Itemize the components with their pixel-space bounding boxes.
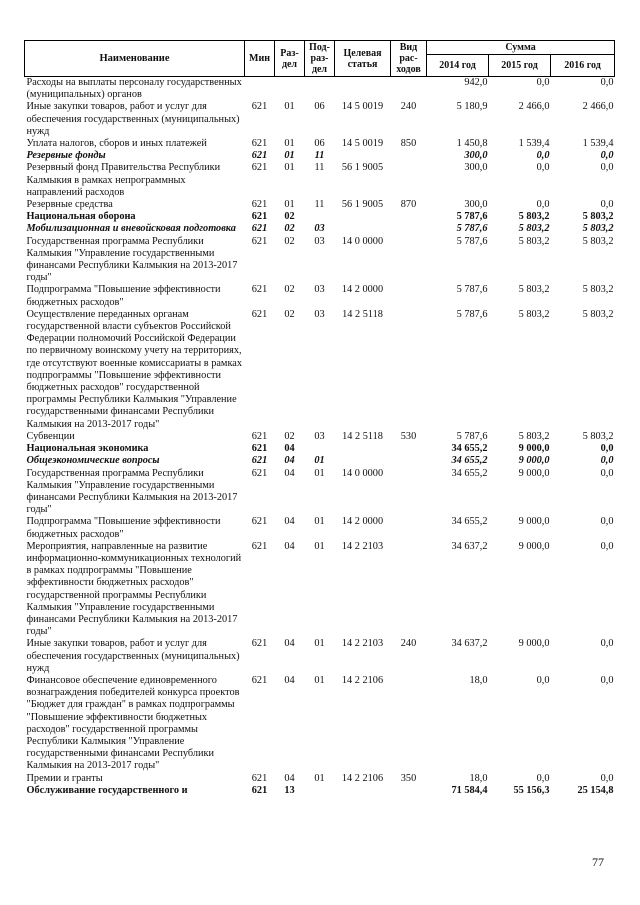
header-min: Мин	[245, 41, 275, 77]
cell-2015: 5 803,2	[518, 211, 550, 223]
table-row	[25, 150, 615, 162]
cell-podrazdel	[305, 443, 335, 455]
header-celevaya-statya: Целевая статья	[335, 41, 391, 77]
cell-razdel	[275, 77, 305, 102]
cell-min: 621	[251, 211, 268, 223]
cell-min: 621	[251, 784, 268, 796]
cell-2016: 1 539,4	[582, 138, 614, 150]
table-row	[25, 236, 615, 285]
cell-razdel: 13	[284, 784, 295, 796]
cell-name: Осуществление переданных органам государственной власти субъектов Российской Федерации полномочий Российской Федерации по первичному воинскому учету на территориях, где отсутствуют военные комиссариаты в рамках подпрограммы "Повышение эффективности бюджетных расходов" государственной программы Республики Калмыкия "Управление государственными финансами Республики Калмыкия на 2013-2017 годы"	[26, 308, 243, 430]
cell-2016: 5 803,2	[582, 284, 614, 296]
cell-razdel: 01	[284, 150, 295, 162]
cell-vid-rashodov: 850	[400, 138, 417, 150]
cell-2016: 0,0	[600, 162, 614, 174]
cell-razdel: 02	[284, 235, 295, 247]
cell-2016: 5 803,2	[582, 211, 614, 223]
cell-min: 621	[251, 467, 268, 479]
cell-2015: 0,0	[536, 772, 550, 784]
cell-2014: 5 787,6	[456, 308, 488, 320]
cell-vid-rashodov: 240	[400, 101, 417, 113]
cell-vid-rashodov	[391, 455, 427, 467]
cell-2015: 5 803,2	[518, 223, 550, 235]
cell-razdel: 02	[284, 430, 295, 442]
cell-2014: 5 787,6	[456, 284, 488, 296]
cell-2016: 0,0	[600, 772, 614, 784]
cell-podrazdel	[305, 785, 335, 797]
cell-vid-rashodov	[391, 443, 427, 455]
table-row	[25, 162, 615, 199]
table-row	[25, 101, 615, 138]
table-row	[25, 223, 615, 235]
header-year-2016: 2016 год	[551, 55, 615, 77]
cell-2014: 34 655,2	[451, 443, 488, 455]
cell-celevaya-statya	[335, 785, 391, 797]
cell-podrazdel: 11	[314, 150, 325, 162]
cell-min: 621	[251, 516, 268, 528]
cell-celevaya-statya: 14 5 0019	[341, 138, 384, 150]
cell-2015: 0,0	[536, 674, 550, 686]
cell-podrazdel	[305, 211, 335, 223]
budget-table	[24, 40, 615, 797]
cell-2015: 9 000,0	[518, 443, 550, 455]
cell-min: 621	[251, 162, 268, 174]
cell-2015: 1 539,4	[518, 138, 550, 150]
cell-podrazdel: 01	[314, 455, 325, 467]
cell-min: 621	[251, 430, 268, 442]
cell-min: 621	[251, 308, 268, 320]
cell-2014: 34 655,2	[451, 467, 488, 479]
cell-2015: 5 803,2	[518, 284, 550, 296]
cell-2016: 5 803,2	[582, 223, 614, 235]
cell-celevaya-statya	[335, 150, 391, 162]
cell-2016: 5 803,2	[582, 308, 614, 320]
cell-podrazdel: 03	[314, 235, 325, 247]
cell-celevaya-statya	[335, 455, 391, 467]
header-vid-rashodov: Вид рас- ходов	[391, 41, 427, 77]
header-name: Наименование	[25, 41, 245, 77]
cell-min: 621	[251, 443, 268, 455]
cell-celevaya-statya	[335, 77, 391, 102]
cell-name: Иные закупки товаров, работ и услуг для обеспечения государственных (муниципальных) нужд	[26, 638, 240, 674]
cell-podrazdel: 01	[314, 467, 325, 479]
cell-celevaya-statya: 14 0 0000	[341, 467, 384, 479]
cell-razdel: 04	[284, 455, 295, 467]
cell-razdel: 02	[284, 308, 295, 320]
cell-name: Расходы на выплаты персоналу государственных (муниципальных) органов	[26, 77, 242, 101]
cell-2014: 18,0	[469, 674, 488, 686]
cell-min: 621	[251, 540, 268, 552]
cell-name: Государственная программа Республики Калмыкия "Управление государственными финансами Республики Калмыкия на 2013-2017 годы"	[26, 467, 238, 516]
cell-vid-rashodov	[391, 77, 427, 102]
cell-2015: 0,0	[536, 162, 550, 174]
cell-2014: 5 787,6	[456, 211, 488, 223]
cell-razdel: 01	[284, 199, 295, 211]
cell-vid-rashodov	[391, 223, 427, 235]
cell-2016: 0,0	[600, 516, 614, 528]
table-row	[25, 199, 615, 211]
cell-2015: 5 803,2	[518, 308, 550, 320]
table-row	[25, 773, 615, 785]
cell-name: Резервный фонд Правительства Республики Калмыкия в рамках непрограммных направлений расходов	[26, 162, 221, 198]
cell-vid-rashodov	[391, 541, 427, 639]
cell-2015: 0,0	[536, 199, 550, 211]
cell-vid-rashodov	[391, 150, 427, 162]
cell-2015: 5 803,2	[518, 235, 550, 247]
cell-vid-rashodov	[391, 785, 427, 797]
header-podrazdel: Под- раз- дел	[305, 41, 335, 77]
cell-min: 621	[251, 223, 268, 235]
table-row	[25, 638, 615, 675]
cell-name: Подпрограмма "Повышение эффективности бюджетных расходов"	[26, 516, 221, 540]
cell-podrazdel: 11	[314, 162, 325, 174]
cell-name: Национальная экономика	[26, 443, 149, 455]
cell-name: Уплата налогов, сборов и иных платежей	[26, 138, 207, 150]
header-year-2014: 2014 год	[427, 55, 489, 77]
cell-name: Иные закупки товаров, работ и услуг для обеспечения государственных (муниципальных) нужд	[26, 101, 240, 137]
cell-min: 621	[251, 674, 268, 686]
cell-name: Мероприятия, направленные на развитие информационно-коммуникационных технологий в рамках подпрограммы "Повышение эффективности бюджетных расходов" государственной программы Республики Калмыкия "Управление государственными финансами Республики Калмыкия на 2013-2017 годы"	[26, 540, 242, 638]
cell-podrazdel	[305, 77, 335, 102]
table-body	[25, 77, 615, 797]
cell-2014: 34 637,2	[451, 540, 488, 552]
table-row	[25, 211, 615, 223]
cell-min: 621	[251, 455, 268, 467]
header-razdel: Раз- дел	[275, 41, 305, 77]
table-row	[25, 516, 615, 540]
cell-podrazdel: 06	[314, 101, 325, 113]
table-row	[25, 468, 615, 517]
table-header	[25, 41, 615, 77]
table-row	[25, 675, 615, 773]
cell-vid-rashodov: 350	[400, 772, 417, 784]
cell-2016: 0,0	[600, 150, 614, 162]
cell-celevaya-statya: 14 2 0000	[341, 516, 384, 528]
budget-table-sheet	[24, 40, 614, 797]
cell-celevaya-statya: 14 2 2106	[341, 674, 384, 686]
cell-razdel: 02	[284, 211, 295, 223]
cell-celevaya-statya: 14 2 2103	[341, 540, 384, 552]
table-row	[25, 443, 615, 455]
cell-min: 621	[251, 772, 268, 784]
cell-2016: 0,0	[600, 467, 614, 479]
cell-2014: 1 450,8	[456, 138, 488, 150]
cell-celevaya-statya: 14 2 5118	[342, 308, 383, 320]
table-row	[25, 309, 615, 431]
cell-podrazdel: 03	[314, 430, 325, 442]
cell-min: 621	[251, 138, 268, 150]
cell-celevaya-statya: 14 5 0019	[341, 101, 384, 113]
cell-2014: 5 180,9	[456, 101, 488, 113]
cell-2014: 71 584,4	[451, 784, 488, 796]
cell-razdel: 04	[284, 467, 295, 479]
cell-vid-rashodov	[391, 468, 427, 517]
cell-2016: 0,0	[600, 77, 614, 88]
cell-razdel: 04	[284, 443, 295, 455]
table-row	[25, 785, 615, 797]
cell-razdel: 01	[284, 162, 295, 174]
cell-2016: 5 803,2	[582, 235, 614, 247]
cell-podrazdel: 01	[314, 674, 325, 686]
cell-razdel: 04	[284, 516, 295, 528]
cell-celevaya-statya: 14 0 0000	[341, 235, 384, 247]
cell-2015: 55 156,3	[513, 784, 550, 796]
cell-2014: 34 637,2	[451, 638, 488, 650]
cell-2014: 34 655,2	[451, 455, 488, 467]
cell-celevaya-statya	[335, 443, 391, 455]
cell-podrazdel: 11	[314, 199, 325, 211]
cell-2015: 0,0	[536, 150, 550, 162]
table-row	[25, 77, 615, 102]
cell-razdel: 04	[284, 638, 295, 650]
cell-2015: 9 000,0	[518, 516, 550, 528]
cell-vid-rashodov	[391, 211, 427, 223]
cell-celevaya-statya	[335, 211, 391, 223]
cell-vid-rashodov: 870	[400, 199, 417, 211]
cell-celevaya-statya: 56 1 9005	[341, 199, 384, 211]
cell-min: 621	[251, 284, 268, 296]
cell-2015: 9 000,0	[518, 455, 550, 467]
cell-vid-rashodov	[391, 236, 427, 285]
table-row	[25, 455, 615, 467]
cell-2014: 5 787,6	[456, 235, 488, 247]
cell-razdel: 02	[284, 284, 295, 296]
cell-2016: 0,0	[600, 199, 614, 211]
cell-2016: 2 466,0	[582, 101, 614, 113]
cell-2014: 5 787,6	[456, 223, 488, 235]
cell-min: 621	[251, 235, 268, 247]
cell-podrazdel: 01	[314, 516, 325, 528]
cell-celevaya-statya: 56 1 9005	[341, 162, 384, 174]
cell-vid-rashodov	[391, 675, 427, 773]
cell-2016: 0,0	[600, 638, 614, 650]
table-row	[25, 284, 615, 308]
cell-razdel: 04	[284, 674, 295, 686]
cell-name: Финансовое обеспечение единовременного вознаграждения победителей конкурса проектов "Бюджет для граждан" в рамках подпрограммы "Повышение эффективности бюджетных расходов" государственной программы Республики Калмыкия "Управление государственными финансами Республики Калмыкия на 2013-2017 годы"	[26, 674, 240, 772]
cell-name: Субвенции	[26, 430, 75, 442]
cell-2015: 0,0	[536, 77, 550, 88]
cell-2015: 5 803,2	[518, 430, 550, 442]
cell-2015: 9 000,0	[518, 467, 550, 479]
cell-2014: 300,0	[464, 199, 488, 211]
cell-razdel: 01	[284, 101, 295, 113]
cell-name: Национальная оборона	[26, 211, 136, 223]
cell-2014: 300,0	[464, 150, 488, 162]
cell-podrazdel: 01	[314, 540, 325, 552]
cell-name: Общеэкономические вопросы	[26, 455, 160, 467]
cell-vid-rashodov	[391, 284, 427, 308]
cell-2016: 0,0	[600, 443, 614, 455]
cell-razdel: 04	[284, 540, 295, 552]
cell-vid-rashodov	[391, 162, 427, 199]
table-row	[25, 138, 615, 150]
cell-razdel: 02	[284, 223, 295, 235]
cell-celevaya-statya: 14 2 2103	[341, 638, 384, 650]
cell-name: Мобилизационная и вневойсковая подготовка	[26, 223, 236, 235]
cell-celevaya-statya: 14 2 2106	[341, 772, 384, 784]
cell-celevaya-statya: 14 2 5118	[342, 430, 383, 442]
cell-podrazdel: 01	[314, 638, 325, 650]
cell-name: Обслуживание государственного и	[26, 784, 188, 796]
cell-vid-rashodov: 530	[400, 430, 417, 442]
cell-name: Резервные фонды	[26, 150, 106, 162]
cell-2014: 34 655,2	[451, 516, 488, 528]
cell-2014: 942,0	[464, 77, 488, 88]
cell-razdel: 01	[284, 138, 295, 150]
cell-min	[245, 77, 275, 102]
cell-2014: 5 787,6	[456, 430, 488, 442]
cell-min: 621	[251, 199, 268, 211]
table-row	[25, 541, 615, 639]
cell-2016: 25 154,8	[577, 784, 614, 796]
cell-min: 621	[251, 638, 268, 650]
cell-2016: 0,0	[600, 455, 614, 467]
cell-2014: 300,0	[464, 162, 488, 174]
cell-podrazdel: 03	[314, 223, 325, 235]
cell-podrazdel: 01	[314, 772, 325, 784]
cell-2015: 9 000,0	[518, 540, 550, 552]
cell-name: Резервные средства	[26, 199, 113, 211]
cell-2015: 2 466,0	[518, 101, 550, 113]
cell-2014: 18,0	[469, 772, 488, 784]
cell-vid-rashodov	[391, 516, 427, 540]
page-number: 77	[592, 855, 604, 869]
cell-2016: 0,0	[600, 674, 614, 686]
cell-podrazdel: 06	[314, 138, 325, 150]
cell-name: Подпрограмма "Повышение эффективности бюджетных расходов"	[26, 284, 221, 308]
cell-vid-rashodov	[391, 309, 427, 431]
cell-2016: 0,0	[600, 540, 614, 552]
cell-podrazdel: 03	[314, 284, 325, 296]
cell-vid-rashodov: 240	[400, 638, 417, 650]
table-row	[25, 431, 615, 443]
cell-celevaya-statya	[335, 223, 391, 235]
cell-name: Государственная программа Республики Калмыкия "Управление государственными финансами Республики Калмыкия на 2013-2017 годы"	[26, 235, 238, 284]
cell-celevaya-statya: 14 2 0000	[341, 284, 384, 296]
cell-razdel: 04	[284, 772, 295, 784]
cell-2015: 9 000,0	[518, 638, 550, 650]
cell-min: 621	[251, 150, 268, 162]
cell-podrazdel: 03	[314, 308, 325, 320]
cell-name: Премии и гранты	[26, 772, 103, 784]
cell-min: 621	[251, 101, 268, 113]
header-year-2015: 2015 год	[489, 55, 551, 77]
header-summa: Сумма	[427, 41, 615, 55]
cell-2016: 5 803,2	[582, 430, 614, 442]
